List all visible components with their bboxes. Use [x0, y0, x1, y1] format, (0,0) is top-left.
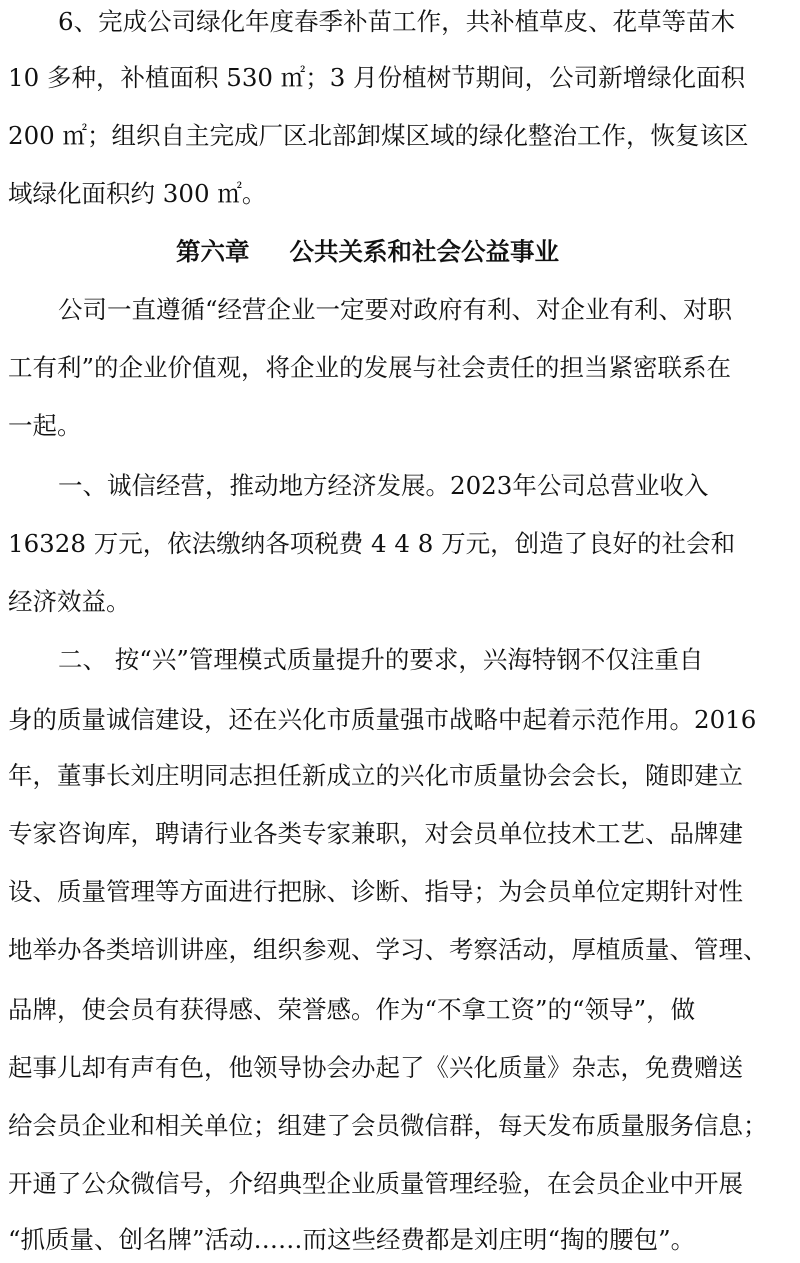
paragraph-quality-line-9: 给会员企业和相关单位；组建了会员微信群，每天发布质量服务信息； [8, 1111, 768, 1140]
paragraph-greening-line-2: 10 多种，补植面积 530 ㎡；3 月份植树节期间，公司新增绿化面积 [8, 63, 746, 92]
paragraph-integrity-line-2: 16328 万元，依法缴纳各项税费 4 4 8 万元，创造了良好的社会和 [8, 529, 736, 558]
paragraph-quality-line-7: 品牌，使会员有获得感、荣誉感。作为“不拿工资”的“领导”，做 [8, 995, 696, 1024]
paragraph-quality-line-1: 二、 按“兴”管理模式质量提升的要求，兴海特钢不仅注重自 [58, 645, 704, 674]
paragraph-greening-line-1: 6、完成公司绿化年度春季补苗工作，共补植草皮、花草等苗木 [58, 7, 736, 36]
paragraph-integrity-line-1: 一、诚信经营，推动地方经济发展。2023年公司总营业收入 [58, 471, 709, 500]
paragraph-greening-line-3: 200 ㎡；组织自主完成厂区北部卸煤区域的绿化整治工作，恢复该区 [8, 121, 749, 150]
paragraph-values-line-1: 公司一直遵循“经营企业一定要对政府有利、对企业有利、对职 [58, 295, 733, 324]
paragraph-quality-line-2: 身的质量诚信建设，还在兴化市质量强市战略中起着示范作用。2016 [8, 705, 757, 734]
paragraph-quality-line-4: 专家咨询库，聘请行业各类专家兼职，对会员单位技术工艺、品牌建 [8, 819, 743, 848]
chapter-heading [176, 232, 559, 272]
paragraph-values-line-2: 工有利”的企业价值观，将企业的发展与社会责任的担当紧密联系在 [8, 353, 732, 382]
paragraph-quality-line-10: 开通了公众微信号，介绍典型企业质量管理经验，在会员企业中开展 [8, 1169, 743, 1198]
paragraph-quality-line-3: 年，董事长刘庄明同志担任新成立的兴化市质量协会会长，随即建立 [8, 761, 743, 790]
chapter-number: 第六章 [176, 237, 250, 266]
paragraph-quality-line-5: 设、质量管理等方面进行把脉、诊断、指导；为会员单位定期针对性 [8, 877, 743, 906]
paragraph-quality-line-11: “抓质量、创名牌”活动……而这些经费都是刘庄明“掏的腰包”。 [8, 1225, 696, 1254]
paragraph-quality-line-8: 起事儿却有声有色，他领导协会办起了《兴化质量》杂志，免费赠送 [8, 1053, 743, 1082]
chapter-title: 公共关系和社会公益事业 [289, 237, 559, 266]
paragraph-quality-line-6: 地举办各类培训讲座，组织参观、学习、考察活动，厚植质量、管理、 [8, 935, 768, 964]
paragraph-integrity-line-3: 经济效益。 [8, 587, 131, 616]
paragraph-values-line-3: 一起。 [8, 411, 82, 440]
paragraph-greening-line-4: 域绿化面积约 300 ㎡。 [8, 179, 267, 208]
